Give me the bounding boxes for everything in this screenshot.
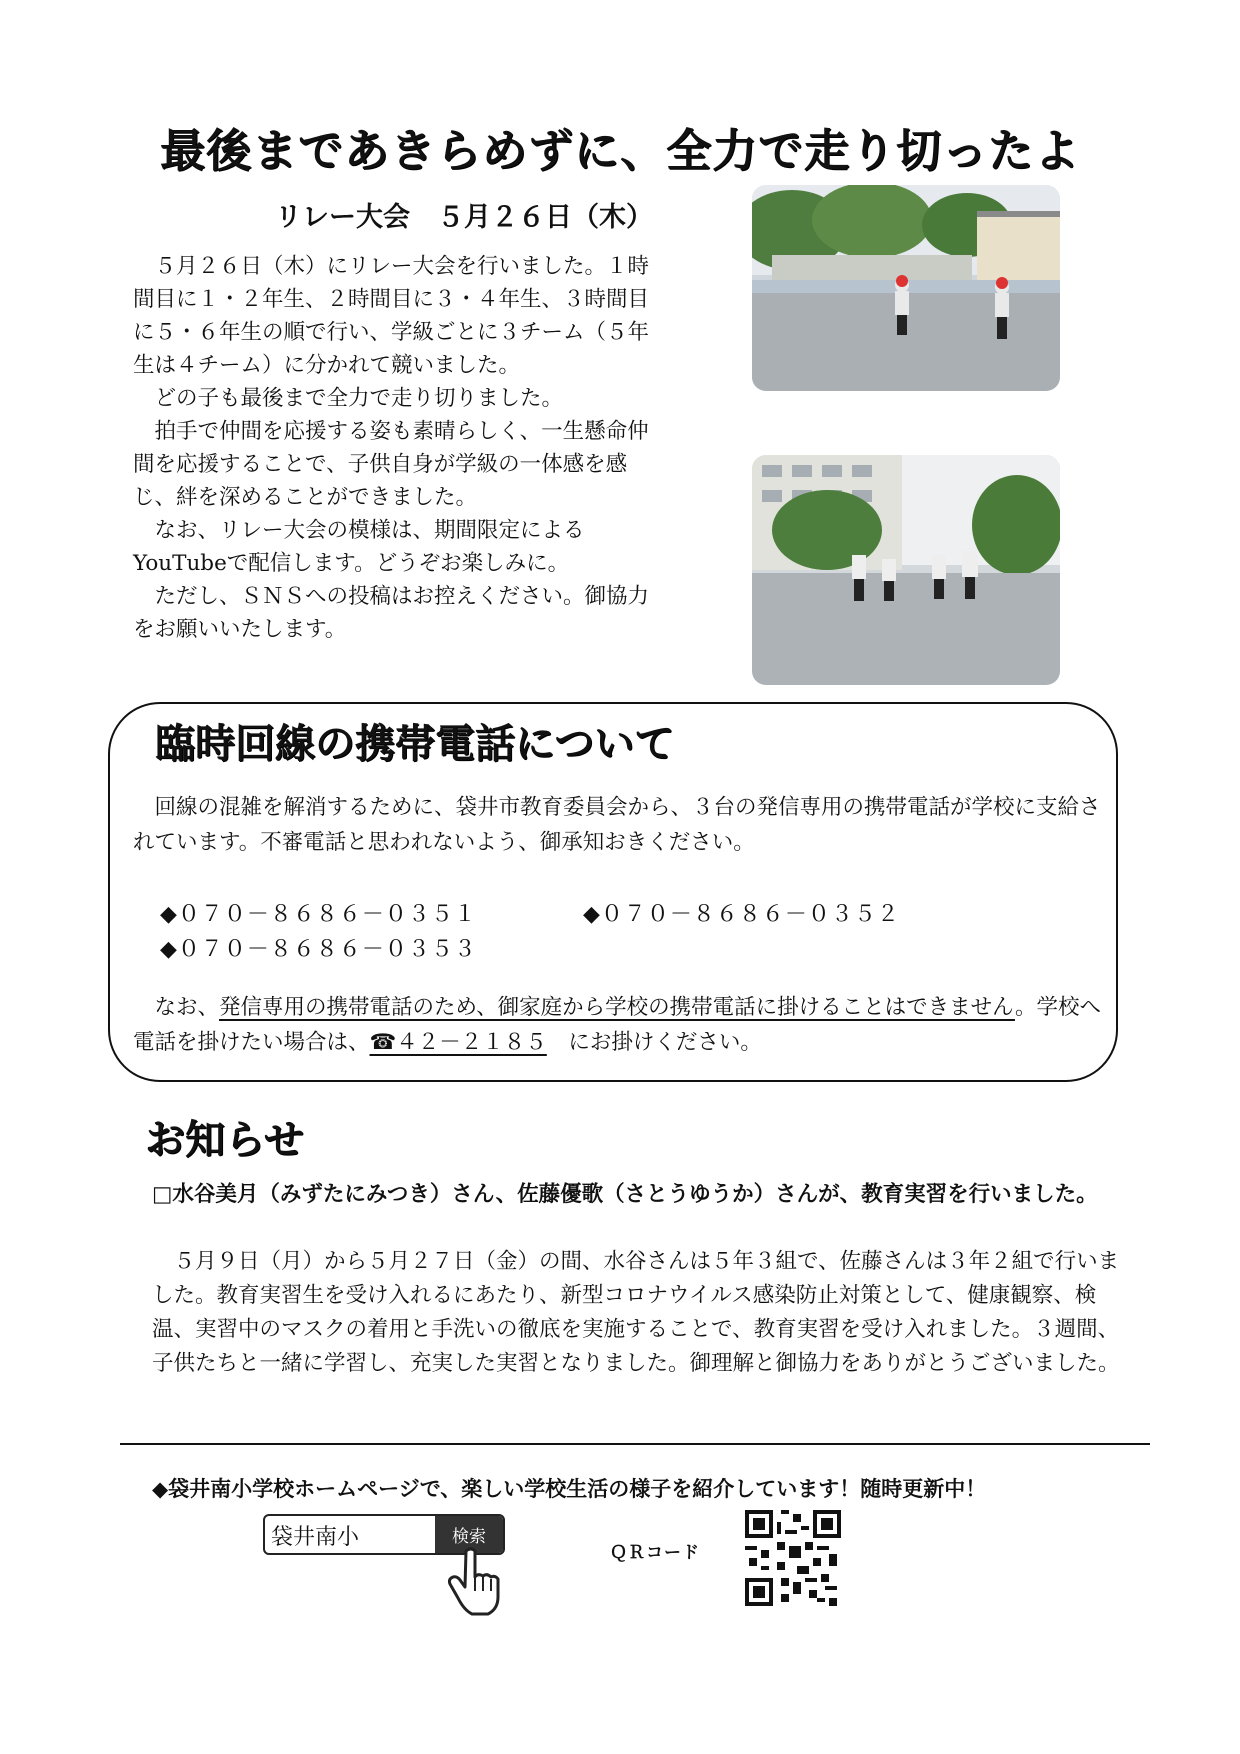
phone-note bbox=[133, 990, 1108, 1060]
phone-number-3[interactable]: ◆０７０－８６８６－０３５３ bbox=[160, 937, 477, 962]
relay-paragraph: ５月２６日（木）にリレー大会を行いました。１時間目に１・２年生、２時間目に３・４年生、３時間目に５・６年生の順で行い、学級ごとに３チーム（５年生は４チーム）に分かれて競いました。 bbox=[133, 254, 650, 378]
school-telephone-number[interactable]: ☎４２－２１８５ bbox=[369, 1030, 547, 1055]
phone-note-middle: 。学校へ電話を掛けたい場合は、 bbox=[133, 995, 1101, 1055]
notice-body: ５月９日（月）から５月２７日（金）の間、水谷さんは５年３組で、佐藤さんは３年２組で行いました。教育実習生を受け入れるにあたり、新型コロナウイルス感染防止対策として、健康観察、検温、実習中のマスクの着用と手洗いの徹底を実施することで、教育実習を受け入れました。３週間、子供たちと一緒に学習し、充実した実習となりました。御理解と御協力をありがとうございました。 bbox=[152, 1249, 1120, 1376]
relay-paragraph: なお、リレー大会の模様は、期間限定によるYouTubeで配信します。どうぞお楽しみに。 bbox=[133, 518, 585, 576]
qr-label: ＱＲコード bbox=[610, 1543, 700, 1563]
phone-note-prefix: なお、 bbox=[133, 995, 220, 1020]
notice-heading: □水谷美月（みずたにみつき）さん、佐藤優歌（さとうゆうか）さんが、教育実習を行いました。 bbox=[152, 1182, 1098, 1207]
notice-title: お知らせ bbox=[145, 1117, 304, 1163]
relay-paragraph: 拍手で仲間を応援する姿も素晴らしく、一生懸命仲間を応援することで、子供自身が学級の一体感を感じ、絆を深めることができました。 bbox=[133, 419, 649, 510]
phone-note-warning: 発信専用の携帯電話のため、御家庭から学校の携帯電話に掛けることはできません bbox=[219, 995, 1015, 1020]
relay-subhead: リレー大会 ５月２６日（木） bbox=[275, 202, 653, 233]
relay-headline: 最後まであきらめずに、全力で走り切ったよ bbox=[160, 124, 1081, 177]
search-button[interactable]: 検索 bbox=[435, 1516, 503, 1553]
relay-article bbox=[133, 250, 668, 646]
relay-photo-1 bbox=[752, 185, 1060, 391]
pointing-hand-icon bbox=[448, 1547, 500, 1621]
phone-section-title: 臨時回線の携帯電話について bbox=[155, 721, 675, 767]
phone-note-suffix: にお掛けください。 bbox=[546, 1030, 762, 1055]
search-input-value[interactable]: 袋井南小 bbox=[271, 1525, 360, 1550]
phone-number-2[interactable]: ◆０７０－８６８６－０３５２ bbox=[583, 902, 900, 927]
footer-homepage-note: ◆袋井南小学校ホームページで、楽しい学校生活の様子を紹介しています！随時更新中！ bbox=[152, 1477, 987, 1501]
relay-paragraph: どの子も最後まで全力で走り切りました。 bbox=[133, 386, 564, 411]
phone-number-1[interactable]: ◆０７０－８６８６－０３５１ bbox=[160, 902, 477, 927]
phone-intro: 回線の混雑を解消するために、袋井市教育委員会から、３台の発信専用の携帯電話が学校に支給されています。不審電話と思われないよう、御承知おきください。 bbox=[133, 795, 1101, 855]
footer-divider bbox=[120, 1443, 1150, 1445]
relay-paragraph: ただし、ＳＮＳへの投稿はお控えください。御協力をお願いいたします。 bbox=[133, 584, 650, 642]
relay-photo-2 bbox=[752, 455, 1060, 685]
qr-code-icon[interactable] bbox=[745, 1510, 841, 1606]
